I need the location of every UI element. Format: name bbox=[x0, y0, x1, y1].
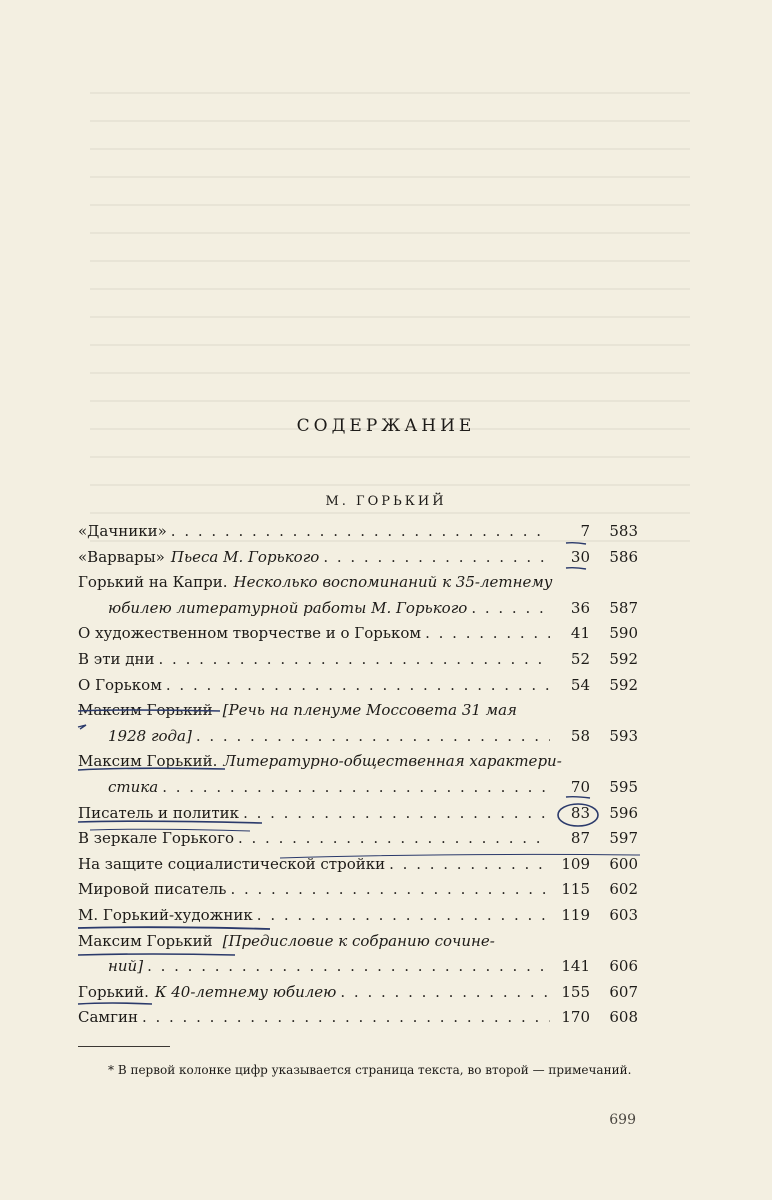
leader-dots bbox=[159, 650, 551, 668]
leader-dots bbox=[147, 957, 550, 975]
toc-page-notes: 606 bbox=[609, 957, 638, 976]
toc-entry-title: На защите социалистической стройки bbox=[78, 854, 386, 873]
toc-entry-note: К 40-летнему юбилею bbox=[154, 982, 337, 1001]
toc-entry[interactable] bbox=[78, 522, 638, 548]
toc-entry-continuation-text: 1928 года] bbox=[108, 726, 192, 745]
toc-entry-title: Максим Горький. bbox=[78, 752, 218, 771]
toc-entry-title: Самгин bbox=[78, 1008, 138, 1027]
leader-dots bbox=[243, 804, 550, 822]
toc-entry-title: Писатель и политик bbox=[78, 803, 240, 822]
toc-page-text: 141 bbox=[561, 957, 590, 976]
table-of-contents bbox=[78, 522, 638, 1034]
footnote-rule bbox=[78, 1046, 170, 1047]
toc-page-notes: 602 bbox=[609, 880, 638, 899]
leader-dots bbox=[196, 727, 550, 745]
toc-entry[interactable] bbox=[78, 932, 638, 958]
leader-dots bbox=[162, 778, 550, 796]
toc-entry-title: В зеркале Горького bbox=[78, 829, 234, 848]
toc-page-text: 7 bbox=[580, 522, 590, 540]
toc-entry-title: Горький на Капри. bbox=[78, 573, 228, 592]
toc-page-text: 30 bbox=[570, 547, 590, 566]
toc-page-notes: 603 bbox=[609, 905, 638, 924]
toc-entry[interactable] bbox=[78, 880, 638, 906]
toc-page-text: 115 bbox=[561, 880, 590, 899]
toc-page-text: 41 bbox=[570, 624, 590, 643]
toc-entry-note: Несколько воспоминаний к 35-летнему bbox=[233, 573, 553, 592]
toc-page-notes: 590 bbox=[609, 624, 638, 643]
toc-entry-title: М. Горький-художник bbox=[78, 905, 253, 924]
toc-page-notes: 596 bbox=[609, 803, 638, 822]
toc-entry-continuation-text: юбилею литературной работы М. Горького bbox=[108, 598, 468, 617]
toc-page-notes: 608 bbox=[609, 1008, 638, 1027]
leader-dots bbox=[323, 548, 550, 566]
toc-page-text: 54 bbox=[570, 675, 590, 694]
toc-page-notes: 595 bbox=[609, 777, 638, 796]
toc-entry-continuation-text: ний] bbox=[108, 957, 144, 976]
toc-entry[interactable] bbox=[78, 983, 638, 1009]
section-title: М. ГОРЬКИЙ bbox=[325, 494, 447, 509]
toc-page-text: 70 bbox=[570, 777, 590, 796]
toc-page-notes: 607 bbox=[609, 982, 638, 1001]
toc-entry-note: Литературно-общественная характери- bbox=[223, 752, 562, 771]
toc-entry-title: В эти дни bbox=[78, 649, 155, 668]
toc-page-notes: 600 bbox=[609, 854, 638, 873]
toc-entry-title: Мировой писатель bbox=[78, 880, 227, 899]
toc-entry-note: [Предисловие к собранию сочине- bbox=[222, 931, 495, 950]
toc-entry[interactable] bbox=[78, 829, 638, 855]
leader-dots bbox=[389, 855, 550, 873]
toc-entry-continuation[interactable] bbox=[78, 778, 638, 804]
toc-page-notes: 583 bbox=[609, 522, 638, 540]
toc-entry-continuation[interactable] bbox=[78, 727, 638, 753]
toc-page-notes: 587 bbox=[609, 598, 638, 617]
toc-entry-note: Пьеса М. Горького bbox=[170, 547, 320, 566]
leader-dots bbox=[257, 906, 550, 924]
leader-dots bbox=[230, 880, 550, 898]
toc-entry-continuation[interactable] bbox=[78, 599, 638, 625]
toc-entry[interactable] bbox=[78, 701, 638, 727]
toc-page-text: 170 bbox=[561, 1008, 590, 1027]
toc-page-text: 58 bbox=[570, 726, 590, 745]
toc-entry-continuation-text: стика bbox=[108, 777, 159, 796]
toc-page-text: 36 bbox=[570, 598, 590, 617]
toc-entry-title: О Горьком bbox=[78, 675, 162, 694]
leader-dots bbox=[340, 983, 550, 1001]
toc-page-notes: 592 bbox=[609, 649, 638, 668]
toc-page-text: 87 bbox=[570, 829, 590, 848]
leader-dots bbox=[238, 829, 550, 847]
toc-entry-title: Максим Горький bbox=[78, 931, 213, 950]
toc-page-text: 155 bbox=[561, 982, 590, 1001]
toc-entry[interactable] bbox=[78, 752, 638, 778]
toc-entry[interactable] bbox=[78, 676, 638, 702]
show-through-text bbox=[90, 70, 690, 530]
toc-page-notes: 592 bbox=[609, 675, 638, 694]
toc-page-notes: 586 bbox=[609, 547, 638, 566]
toc-entry[interactable] bbox=[78, 650, 638, 676]
leader-dots bbox=[471, 599, 550, 617]
leader-dots bbox=[166, 676, 550, 694]
toc-entry-note: [Речь на пленуме Моссовета 31 мая bbox=[222, 701, 517, 720]
toc-page-notes: 593 bbox=[609, 726, 638, 745]
toc-page-text: 119 bbox=[561, 905, 590, 924]
toc-page-text: 109 bbox=[561, 854, 590, 873]
page-title: СОДЕРЖАНИЕ bbox=[296, 416, 476, 436]
toc-entry-title: Максим Горький bbox=[78, 701, 213, 720]
toc-page-text: 52 bbox=[570, 649, 590, 668]
footnote: * В первой колонке цифр указывается страница текста, во второй — примечаний. bbox=[108, 1063, 632, 1077]
toc-entry[interactable] bbox=[78, 573, 638, 599]
leader-dots bbox=[142, 1008, 550, 1026]
toc-page-text: 83 bbox=[570, 803, 590, 822]
toc-entry-continuation[interactable] bbox=[78, 957, 638, 983]
toc-page-notes: 597 bbox=[609, 829, 638, 848]
page-number: 699 bbox=[609, 1112, 636, 1128]
toc-entry[interactable] bbox=[78, 1008, 638, 1034]
toc-entry[interactable] bbox=[78, 624, 638, 650]
toc-entry-title: «Дачники» bbox=[78, 522, 167, 540]
toc-entry-title: О художественном творчестве и о Горьком bbox=[78, 624, 422, 643]
leader-dots bbox=[425, 624, 550, 642]
toc-entry-title: Горький. bbox=[78, 982, 149, 1001]
toc-entry[interactable] bbox=[78, 804, 638, 830]
toc-entry[interactable] bbox=[78, 906, 638, 932]
leader-dots bbox=[171, 522, 550, 540]
toc-entry[interactable] bbox=[78, 855, 638, 881]
toc-entry[interactable] bbox=[78, 548, 638, 574]
toc-entry-title: «Варвары» bbox=[78, 547, 165, 566]
